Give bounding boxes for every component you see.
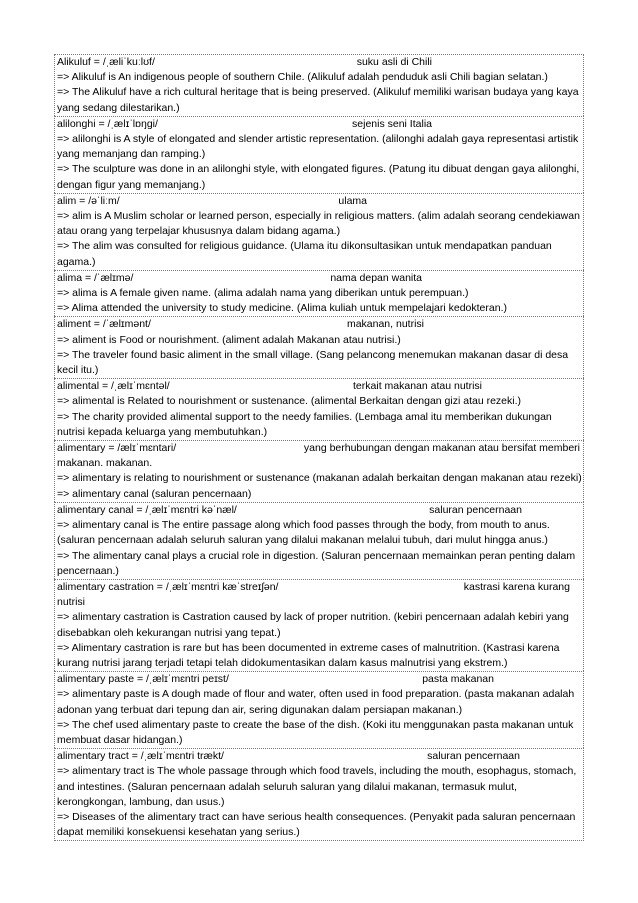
- entry-example-line: => aliment is Food or nourishment. (aliment adalah Makanan atau nutrisi.): [57, 333, 401, 346]
- entry-example-line: => The chef used alimentary paste to create the base of the dish. (Koki itu menggunakan pasta makanan untuk membuat dasar hidangan.): [57, 718, 574, 746]
- entry-translation: saluran pencernaan: [427, 750, 520, 763]
- entry-headword-line: [57, 271, 582, 286]
- entry-headword-line: [57, 672, 582, 687]
- entry-example-line: => Diseases of the alimentary tract can have serious health consequences. (Penyakit pada saluran pencernaan dapat memiliki konsekuensi kesehatan yang serius.): [57, 810, 576, 839]
- entry-headword-line: [57, 441, 582, 456]
- entry-headword: alimentary castration = /ˌælɪˈmɛntri kæˈstreɪʃən/: [57, 580, 279, 593]
- dictionary-entry: [54, 579, 584, 671]
- entry-translation: nama depan wanita: [330, 271, 422, 284]
- entry-headword: alimentary paste = /ˌælɪˈmɛntri peɪst/: [57, 673, 229, 686]
- entry-translation: ulama: [338, 194, 367, 207]
- dictionary-entry: [54, 748, 584, 841]
- entry-example-line: => alimentary is relating to nourishment or sustenance (makanan adalah berkaitan dengan makanan atau rezeki): [57, 472, 582, 485]
- dictionary-entry: [54, 270, 584, 317]
- entry-translation: yang berhubungan dengan makanan atau bersifat memberi: [303, 442, 580, 455]
- entry-example-line: => Alikuluf is An indigenous people of southern Chile. (Alikuluf adalah penduduk asli Chili bagian selatan.): [57, 71, 548, 84]
- entry-example-line: => alimentary castration is Castration caused by lack of proper nutrition. (kebiri pencernaan adalah kebiri yang disebabkan oleh kekurangan nutrisi yang tepat.): [57, 611, 569, 639]
- entry-translation: saluran pencernaan: [429, 503, 522, 516]
- entry-example-line: => The sculpture was done in an alilonghi style, with elongated figures. (Patung itu dibuat dengan gaya alilonghi, dengan figur yang memanjang.): [57, 163, 580, 191]
- entry-example-line: => alimental is Related to nourishment or sustenance. (alimental Berkaitan dengan gizi atau rezeki.): [57, 395, 522, 408]
- entry-headword: alimentary canal = /ˌælɪˈmɛntri kəˈnæl/: [57, 503, 237, 516]
- entry-translation: sejenis seni Italia: [352, 117, 432, 130]
- entry-example-line: => The Alikuluf have a rich cultural heritage that is being preserved. (Alikuluf memiliki warisan budaya yang kaya yang sedang dilestarikan.): [57, 86, 579, 114]
- entry-translation: terkait makanan atau nutrisi: [353, 380, 482, 393]
- entry-translation: kastrasi karena kurang: [463, 580, 570, 593]
- entry-headword-line: [57, 194, 582, 209]
- entry-headword-line: [57, 749, 582, 764]
- entry-headword-line: [57, 55, 582, 70]
- entry-example-line: => alima is A female given name. (alima adalah nama yang diberikan untuk perempuan.): [57, 287, 469, 300]
- entry-example-line: => alimentary canal (saluran pencernaan): [57, 487, 252, 500]
- entry-example-line: => alilonghi is A style of elongated and slender artistic representation. (alilonghi adalah gaya representasi artistik yang memanjang dan ramping.): [57, 133, 579, 161]
- entry-headword-line: [57, 503, 582, 518]
- entry-example-line: => The alim was consulted for religious guidance. (Ulama itu dikonsultasikan untuk mendapatkan panduan agama.): [57, 240, 552, 268]
- entry-translation: makanan, nutrisi: [346, 318, 424, 331]
- entry-headword: alimentary tract = /ˌælɪˈmɛntri trækt/: [57, 750, 224, 763]
- entry-headword-line: [57, 117, 582, 132]
- entry-example-line: => alimentary paste is A dough made of flour and water, often used in food preparation. (pasta makanan adalah adonan yang terbuat dari tepung dan air, sering digunakan dalam persiapan makanan.): [57, 688, 575, 716]
- dictionary-entry: [54, 116, 584, 193]
- entry-headword: alimental = /ˌælɪˈmɛntəl/: [57, 380, 170, 393]
- entry-headword: aliment = /ˈælɪmənt/: [57, 318, 151, 331]
- entry-example-line: => alim is A Muslim scholar or learned person, especially in religious matters. (alim adalah seorang cendekiawan atau orang yang terpelajar khususnya dalam bidang agama.): [57, 210, 580, 238]
- entry-example-line: => The alimentary canal plays a crucial role in digestion. (Saluran pencernaan memainkan peran penting dalam pencernaan.): [57, 549, 576, 577]
- entry-translation: pasta makanan: [422, 673, 494, 686]
- entry-headword-line: [57, 580, 582, 595]
- entry-headword: alim = /əˈliːm/: [57, 194, 120, 207]
- entry-translation: suku asli di Chili: [356, 56, 432, 68]
- entry-example-line: => alimentary canal is The entire passage along which food passes through the body, from mouth to anus. (saluran pencernaan adalah seluruh saluran yang dilalui makanan melalui tubuh, dari mulut hingga anus.): [57, 519, 550, 547]
- entry-example-line: nutrisi: [57, 596, 86, 609]
- entry-headword-line: [57, 317, 582, 332]
- entry-example-line: => Alima attended the university to study medicine. (Alima kuliah untuk mempelajari kedokteran.): [57, 302, 507, 315]
- entry-example-line: => Alimentary castration is rare but has been documented in extreme cases of malnutrition. (Kastrasi karena kurang nutrisi jarang terjadi tetapi telah didokumentasikan dalam kasus malnutrisi yang ekstrem.): [57, 641, 560, 669]
- dictionary-entry: [54, 502, 584, 579]
- entry-example-line: => The charity provided alimental support to the needy families. (Lembaga amal itu memberikan dukungan nutrisi kepada keluarga yang membutuhkan.): [57, 410, 552, 438]
- dictionary-entry: [54, 54, 584, 116]
- entry-example-line: => alimentary tract is The whole passage through which food travels, including the mouth, esophagus, stomach, and intestines. (Saluran pencernaan adalah seluruh saluran yang dilalui makanan, termasuk mulut, kerongkongan, lambung, dan usus.): [57, 765, 577, 808]
- dictionary-page: [54, 54, 584, 841]
- entry-headword: Alikuluf = /ˌæliˈkuːlʊf/: [57, 56, 155, 68]
- dictionary-entry: [54, 316, 584, 378]
- dictionary-entry: [54, 671, 584, 748]
- entry-headword-line: [57, 379, 582, 394]
- dictionary-entry: [54, 378, 584, 440]
- entry-example-line: => The traveler found basic aliment in the small village. (Sang pelancong menemukan makanan dasar di desa kecil itu.): [57, 348, 569, 377]
- dictionary-entry: [54, 193, 584, 270]
- entry-example-line: makanan. makanan.: [57, 457, 153, 470]
- entry-headword: alilonghi = /ˌælɪˈlɒŋɡi/: [57, 117, 158, 130]
- dictionary-entry: [54, 440, 584, 502]
- entry-headword: alimentary = /ælɪˈmɛntari/: [57, 442, 177, 455]
- entry-headword: alima = /ˈælɪmə/: [57, 271, 134, 284]
